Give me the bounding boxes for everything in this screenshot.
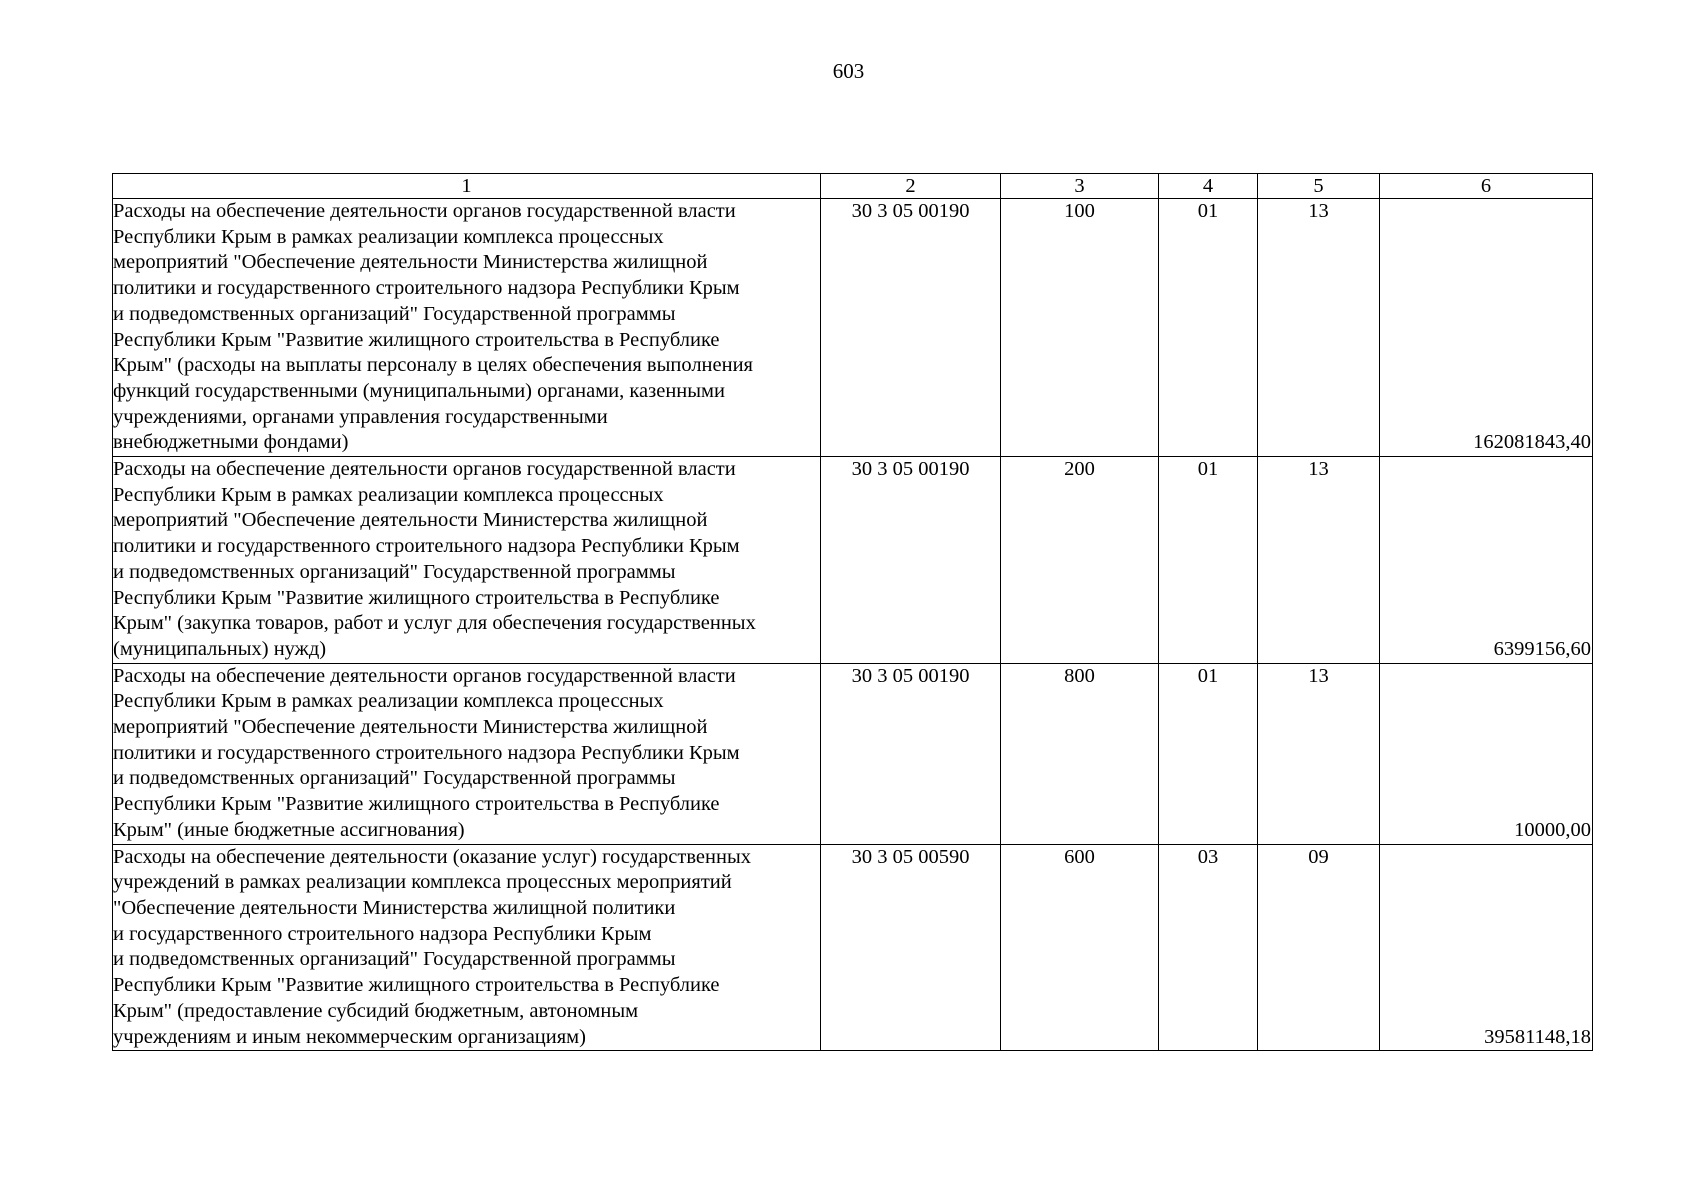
row-subsection: 13	[1258, 663, 1380, 844]
row-subsection: 09	[1258, 844, 1380, 1051]
page-number: 603	[832, 59, 865, 83]
row-section: 03	[1159, 844, 1258, 1051]
table-row	[113, 457, 1593, 664]
row-description: Расходы на обеспечение деятельности органов государственной власти Республики Крым в рамках реализации комплекса процессных мероприятий "Обеспечение деятельности Министерства жилищной политики и государственного строительного надзора Республики Крым и подведомственных организаций" Государственной программы Республики Крым "Развитие жилищного строительства в Республике Крым" (иные бюджетные ассигнования)	[113, 663, 821, 844]
row-target-code: 30 3 05 00190	[821, 199, 1001, 457]
row-description: Расходы на обеспечение деятельности (оказание услуг) государственных учреждений в рамках реализации комплекса процессных мероприятий "Обеспечение деятельности Министерства жилищной политики и государственного строительного надзора Республики Крым и подведомственных организаций" Государственной программы Республики Крым "Развитие жилищного строительства в Республике Крым" (предоставление субсидий бюджетным, автономным учреждениям и иным некоммерческим организациям)	[113, 844, 821, 1051]
row-expense-type: 600	[1001, 844, 1159, 1051]
row-target-code: 30 3 05 00190	[821, 457, 1001, 664]
row-expense-type: 800	[1001, 663, 1159, 844]
row-section: 01	[1159, 457, 1258, 664]
table-row	[113, 663, 1593, 844]
header-col-2: 2	[821, 174, 1001, 199]
row-subsection: 13	[1258, 199, 1380, 457]
row-section: 01	[1159, 199, 1258, 457]
row-expense-type: 200	[1001, 457, 1159, 664]
header-col-5: 5	[1258, 174, 1380, 199]
row-target-code: 30 3 05 00590	[821, 844, 1001, 1051]
header-col-1: 1	[113, 174, 821, 199]
header-row	[113, 174, 1593, 199]
row-amount: 6399156,60	[1380, 457, 1593, 664]
row-subsection: 13	[1258, 457, 1380, 664]
table-row	[113, 844, 1593, 1051]
row-expense-type: 100	[1001, 199, 1159, 457]
row-amount: 10000,00	[1380, 663, 1593, 844]
row-amount: 162081843,40	[1380, 199, 1593, 457]
header-col-4: 4	[1159, 174, 1258, 199]
row-amount: 39581148,18	[1380, 844, 1593, 1051]
header-col-3: 3	[1001, 174, 1159, 199]
row-description: Расходы на обеспечение деятельности органов государственной власти Республики Крым в рамках реализации комплекса процессных мероприятий "Обеспечение деятельности Министерства жилищной политики и государственного строительного надзора Республики Крым и подведомственных организаций" Государственной программы Республики Крым "Развитие жилищного строительства в Республике Крым" (расходы на выплаты персоналу в целях обеспечения выполнения функций государственными (муниципальными) органами, казенными учреждениями, органами управления государственными внебюджетными фондами)	[113, 199, 821, 457]
header-col-6: 6	[1380, 174, 1593, 199]
row-description: Расходы на обеспечение деятельности органов государственной власти Республики Крым в рамках реализации комплекса процессных мероприятий "Обеспечение деятельности Министерства жилищной политики и государственного строительного надзора Республики Крым и подведомственных организаций" Государственной программы Республики Крым "Развитие жилищного строительства в Республике Крым" (закупка товаров, работ и услуг для обеспечения государственных (муниципальных) нужд)	[113, 457, 821, 664]
row-target-code: 30 3 05 00190	[821, 663, 1001, 844]
table-row	[113, 199, 1593, 457]
row-section: 01	[1159, 663, 1258, 844]
budget-table	[112, 173, 1593, 1051]
